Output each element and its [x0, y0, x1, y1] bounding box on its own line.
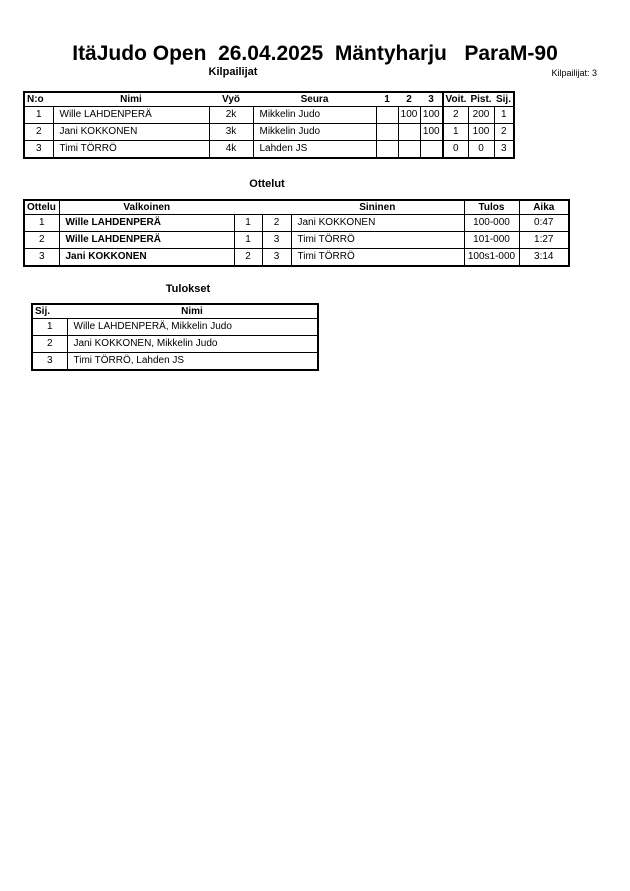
match-result: 100-000 [464, 215, 519, 232]
competitor-place: 2 [494, 124, 514, 141]
score-match1 [376, 141, 398, 159]
match-no: 2 [24, 232, 59, 249]
col-header-match-no: Ottelu [24, 200, 59, 215]
competitor-wins: 0 [443, 141, 468, 159]
results-section-title: Tulokset [165, 283, 211, 295]
blue-player-no: 3 [262, 232, 291, 249]
match-result: 100s1-000 [464, 249, 519, 267]
col-header-white: Valkoinen [59, 200, 234, 215]
competitor-belt: 3k [209, 124, 253, 141]
white-player-name: Wille LAHDENPERÄ [59, 232, 234, 249]
matches-table [23, 199, 570, 267]
white-player-no: 1 [234, 232, 262, 249]
competitor-club: Mikkelin Judo [253, 124, 376, 141]
competitor-name: Timi TÖRRÖ [53, 141, 209, 159]
results-header-row [32, 304, 318, 319]
score-match2 [398, 124, 420, 141]
col-header-name: Nimi [53, 92, 209, 107]
col-header-result: Tulos [464, 200, 519, 215]
competitor-club: Lahden JS [253, 141, 376, 159]
competitor-row [24, 141, 514, 159]
competitor-belt: 2k [209, 107, 253, 124]
col-header-points: Pist. [468, 92, 494, 107]
result-place: 2 [32, 336, 67, 353]
col-header-white-no [234, 200, 262, 215]
competitor-points: 0 [468, 141, 494, 159]
competitor-place: 1 [494, 107, 514, 124]
competitor-row [24, 124, 514, 141]
col-header-blue-no [262, 200, 291, 215]
score-match3 [420, 141, 443, 159]
score-match2: 100 [398, 107, 420, 124]
match-time: 1:27 [519, 232, 569, 249]
result-name: Jani KOKKONEN, Mikkelin Judo [67, 336, 318, 353]
match-no: 3 [24, 249, 59, 267]
competitor-points: 100 [468, 124, 494, 141]
page-title: ItäJudo Open 26.04.2025 Mäntyharju ParaM-90 [72, 42, 558, 65]
competitor-points: 200 [468, 107, 494, 124]
competitors-header-row [24, 92, 514, 107]
col-header-match1: 1 [376, 92, 398, 107]
col-header-time: Aika [519, 200, 569, 215]
col-header-place: Sij. [32, 304, 67, 319]
matches-header-row [24, 200, 569, 215]
col-header-no: N:o [24, 92, 53, 107]
white-player-name: Wille LAHDENPERÄ [59, 215, 234, 232]
result-row [32, 353, 318, 371]
match-no: 1 [24, 215, 59, 232]
white-player-name: Jani KOKKONEN [59, 249, 234, 267]
match-row [24, 215, 569, 232]
match-result: 101-000 [464, 232, 519, 249]
blue-player-name: Jani KOKKONEN [291, 215, 464, 232]
match-row [24, 232, 569, 249]
col-header-match3: 3 [420, 92, 443, 107]
competitor-wins: 1 [443, 124, 468, 141]
col-header-match2: 2 [398, 92, 420, 107]
matches-section-title: Ottelut [249, 178, 285, 190]
competitor-wins: 2 [443, 107, 468, 124]
competitor-belt: 4k [209, 141, 253, 159]
match-time: 0:47 [519, 215, 569, 232]
competitor-no: 3 [24, 141, 53, 159]
result-place: 1 [32, 319, 67, 336]
white-player-no: 2 [234, 249, 262, 267]
result-row [32, 336, 318, 353]
result-place: 3 [32, 353, 67, 371]
competitor-count-label: Kilpailijat: 3 [551, 68, 597, 78]
col-header-wins: Voit. [443, 92, 468, 107]
col-header-blue: Sininen [291, 200, 464, 215]
competitor-name: Jani KOKKONEN [53, 124, 209, 141]
competitor-place: 3 [494, 141, 514, 159]
result-name: Wille LAHDENPERÄ, Mikkelin Judo [67, 319, 318, 336]
col-header-club: Seura [253, 92, 376, 107]
score-match1 [376, 124, 398, 141]
result-name: Timi TÖRRÖ, Lahden JS [67, 353, 318, 371]
blue-player-name: Timi TÖRRÖ [291, 249, 464, 267]
col-header-name: Nimi [67, 304, 318, 319]
col-header-belt: Vyö [209, 92, 253, 107]
col-header-place: Sij. [494, 92, 514, 107]
competitor-no: 2 [24, 124, 53, 141]
result-row [32, 319, 318, 336]
competitors-section-title: Kilpailijat [208, 66, 258, 78]
score-match3: 100 [420, 107, 443, 124]
competitor-no: 1 [24, 107, 53, 124]
competitor-row [24, 107, 514, 124]
competitor-name: Wille LAHDENPERÄ [53, 107, 209, 124]
blue-player-no: 2 [262, 215, 291, 232]
score-match1 [376, 107, 398, 124]
match-time: 3:14 [519, 249, 569, 267]
score-match3: 100 [420, 124, 443, 141]
results-table [31, 303, 319, 371]
score-match2 [398, 141, 420, 159]
blue-player-no: 3 [262, 249, 291, 267]
competitor-club: Mikkelin Judo [253, 107, 376, 124]
white-player-no: 1 [234, 215, 262, 232]
competitors-table [23, 91, 515, 159]
match-row [24, 249, 569, 267]
blue-player-name: Timi TÖRRÖ [291, 232, 464, 249]
